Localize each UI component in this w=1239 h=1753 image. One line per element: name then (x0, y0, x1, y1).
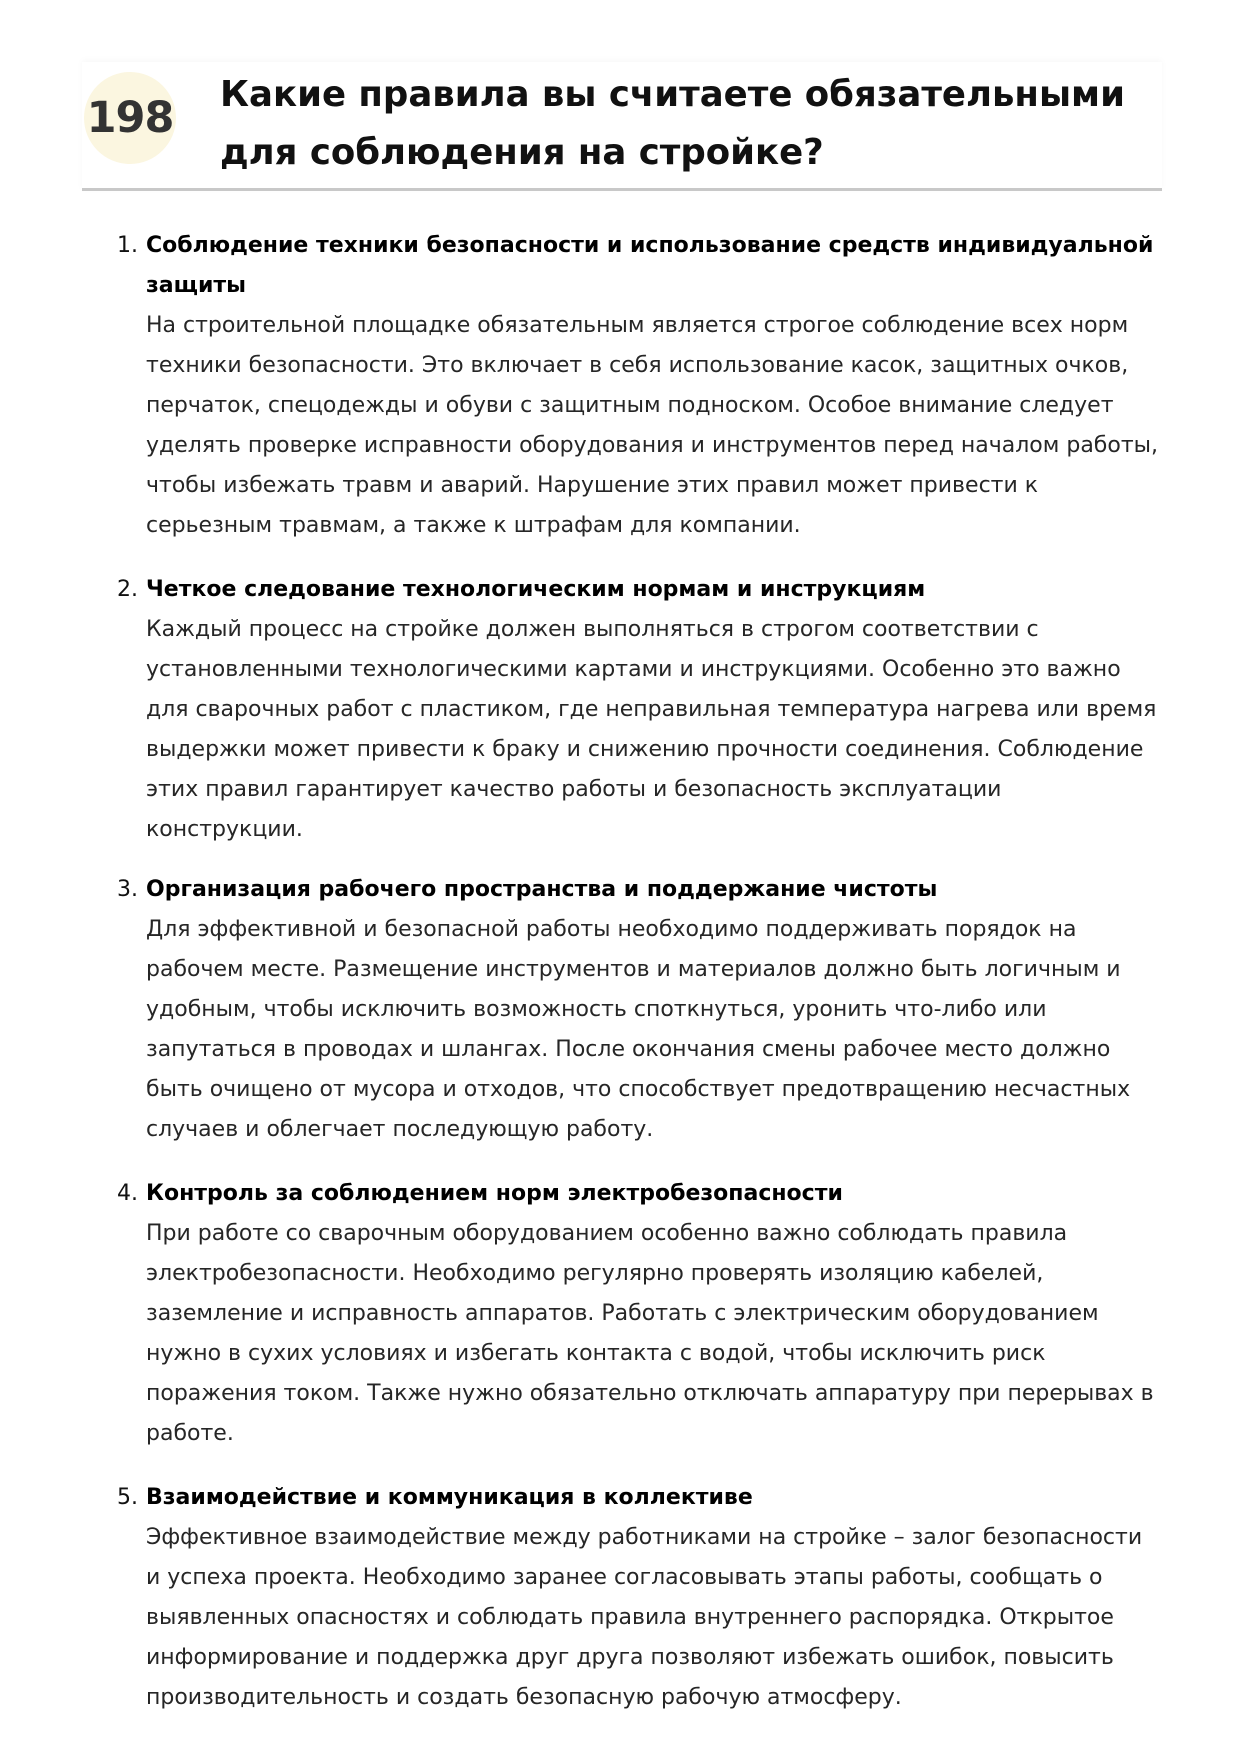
rule-body: Эффективное взаимодействие между работниками на стройке – залог безопасности и успеха проекта. Необходимо заранее согласовывать этапы работы, сообщать о выявленных опасностях и соблюдать правила внутреннего распорядка. Открытое информирование и поддержка друг друга позволяют избежать ошибок, повысить производительность и создать безопасную рабочую атмосферу. (146, 1525, 1143, 1710)
rule-item (0, 870, 1239, 1150)
rule-number: 4. (117, 1181, 138, 1206)
rule-number: 5. (117, 1485, 138, 1510)
rule-item (0, 1174, 1239, 1454)
rule-item (0, 1478, 1239, 1718)
rule-title: Контроль за соблюдением норм электробезопасности (146, 1181, 843, 1206)
rule-body: Каждый процесс на стройке должен выполняться в строгом соответствии с установленными технологическими картами и инструкциями. Особенно это важно для сварочных работ с пластиком, где неправильная температура нагрева или время выдержки может привести к браку и снижению прочности соединения. Соблюдение этих правил гарантирует качество работы и безопасность эксплуатации конструкции. (146, 617, 1157, 842)
rule-title: Взаимодействие и коммуникация в коллективе (146, 1485, 753, 1510)
rule-body: При работе со сварочным оборудованием особенно важно соблюдать правила электробезопасности. Необходимо регулярно проверять изоляцию кабелей, заземление и исправность аппаратов. Работать с электрическим оборудованием нужно в сухих условиях и избегать контакта с водой, чтобы исключить риск поражения током. Также нужно обязательно отключать аппаратуру при перерывах в работе. (146, 1221, 1154, 1446)
rule-title: Четкое следование технологическим нормам и инструкциям (146, 577, 926, 602)
rule-body: На строительной площадке обязательным является строгое соблюдение всех норм техники безопасности. Это включает в себя использование касок, защитных очков, перчаток, спецодежды и обуви с защитным подноском. Особое внимание следует уделять проверке исправности оборудования и инструментов перед началом работы, чтобы избежать травм и аварий. Нарушение этих правил может привести к серьезным травмам, а также к штрафам для компании. (146, 313, 1159, 538)
question-header (82, 62, 1162, 191)
rule-body: Для эффективной и безопасной работы необходимо поддерживать порядок на рабочем месте. Размещение инструментов и материалов должно быть логичным и удобным, чтобы исключить возможность споткнуться, уронить что-либо или запутаться в проводах и шлангах. После окончания смены рабочее место должно быть очищено от мусора и отходов, что способствует предотвращению несчастных случаев и облегчает последующую работу. (146, 917, 1131, 1142)
rule-number: 3. (117, 877, 138, 902)
question-title: Какие правила вы считаете обязательными для соблюдения на стройке? (220, 74, 1125, 173)
rule-item (0, 570, 1239, 850)
rules-list (0, 226, 1239, 1742)
rule-item (0, 226, 1239, 546)
rule-title: Соблюдение техники безопасности и использование средств индивидуальной защиты (146, 233, 1154, 298)
question-number-badge: 198 (84, 72, 176, 164)
rule-number: 1. (117, 233, 138, 258)
rule-title: Организация рабочего пространства и поддержание чистоты (146, 877, 938, 902)
rule-number: 2. (117, 577, 138, 602)
